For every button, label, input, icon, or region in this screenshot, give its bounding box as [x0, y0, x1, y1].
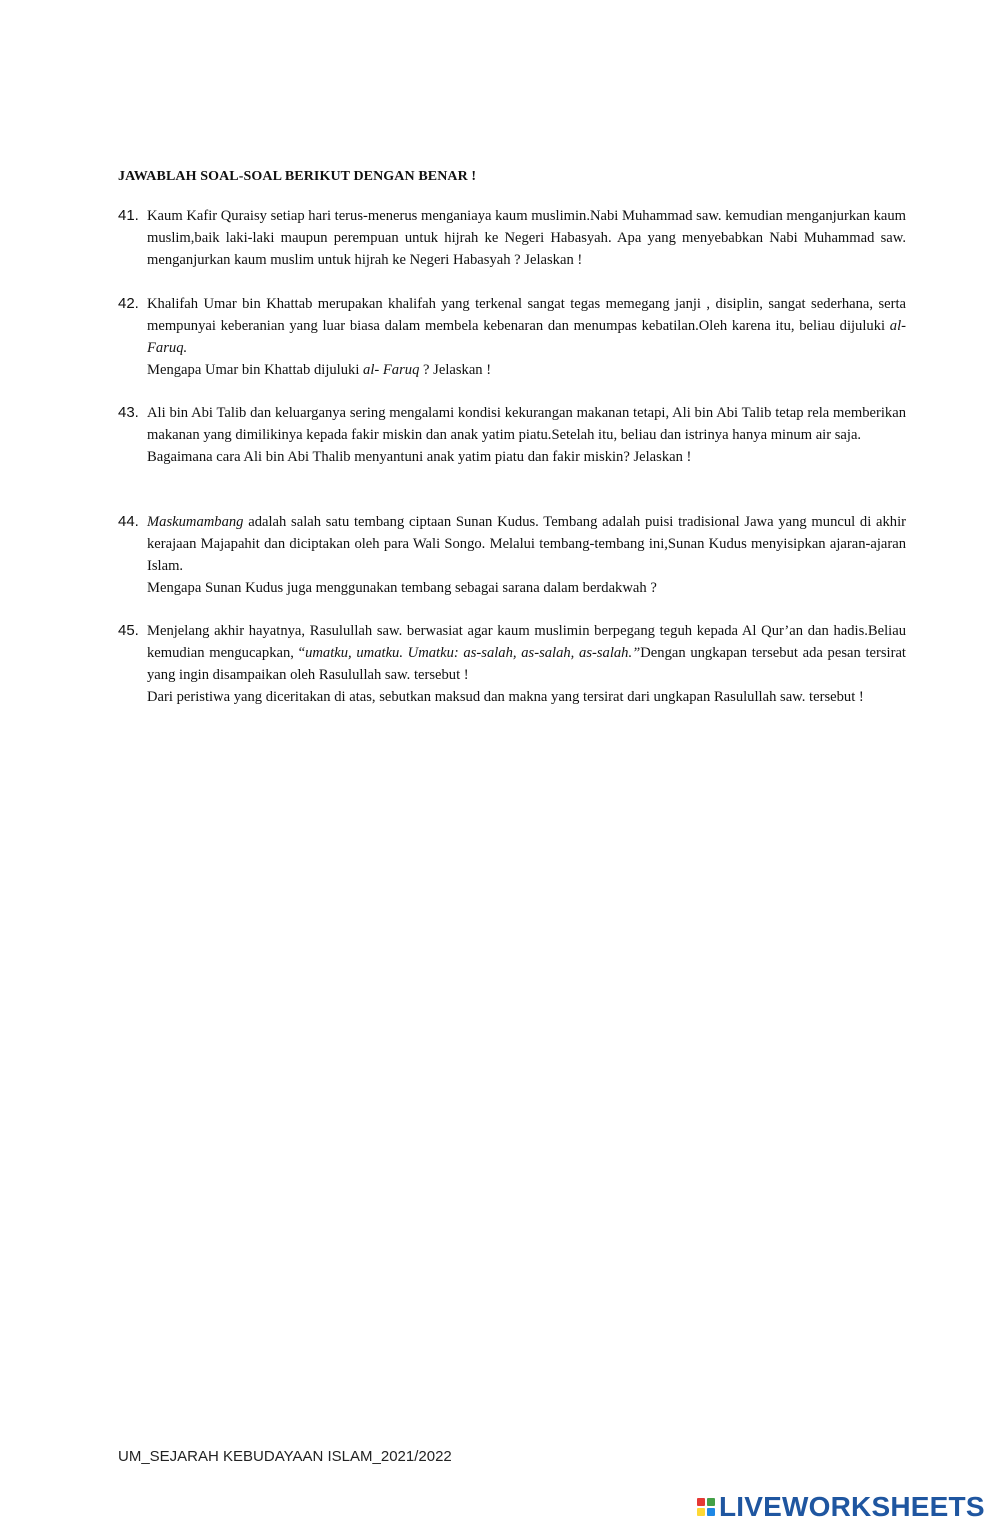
- logo-mark-icon: [697, 1498, 715, 1516]
- question-text: [147, 293, 906, 359]
- question-body: [147, 293, 906, 381]
- question-prompt: Bagaimana cara Ali bin Abi Thalib menyantuni anak yatim piatu dan fakir miskin? Jelaskan !: [147, 449, 692, 465]
- question-number: 44.: [118, 513, 139, 530]
- question-text: [147, 511, 906, 577]
- question-42: [118, 293, 906, 381]
- question-prompt: Mengapa Sunan Kudus juga menggunakan tembang sebagai sarana dalam berdakwah ?: [147, 580, 657, 596]
- logo-square-green: [707, 1498, 715, 1506]
- page-heading: JAWABLAH SOAL-SOAL BERIKUT DENGAN BENAR !: [118, 169, 477, 184]
- question-prompt-part: Mengapa Umar bin Khattab dijuluki: [147, 362, 364, 378]
- logo-square-yellow: [697, 1508, 705, 1516]
- question-number: 41.: [118, 207, 139, 224]
- question-body: [147, 511, 906, 599]
- question-text: Ali bin Abi Talib dan keluarganya sering mengalami kondisi kekurangan makanan tetapi, Ali bin Abi Talib tetap rela memberikan makanan yang dimilikinya kepada fakir miskin dan anak yatim piatu.Setelah itu, beliau dan istrinya hanya minum air saja.: [147, 405, 906, 443]
- question-number: 42.: [118, 295, 139, 312]
- question-number: 45.: [118, 622, 139, 639]
- italic-term: al- Faruq: [363, 362, 420, 378]
- question-prompt-end: ? Jelaskan !: [419, 362, 492, 378]
- italic-term: al-Faruq.: [147, 318, 906, 356]
- italic-term: Maskumambang: [147, 514, 244, 530]
- logo-square-red: [697, 1498, 705, 1506]
- question-body: [147, 620, 906, 708]
- question-text-part: adalah salah satu tembang ciptaan Sunan Kudus. Tembang adalah puisi tradisional Jawa yang muncul di akhir kerajaan Majapahit dan diciptakan oleh para Wali Songo. Melalui tembang-tembang ini,Sunan Kudus menyisipkan ajaran-ajaran Islam.: [147, 514, 906, 574]
- question-text-part: Khalifah Umar bin Khattab merupakan khalifah yang terkenal sangat tegas memegang janji , disiplin, sangat sederhana, serta mempunyai keberanian yang luar biasa dalam membela kebenaran dan menumpas kebatilan.Oleh karena itu, beliau dijuluki: [147, 296, 906, 334]
- question-45: [118, 620, 906, 708]
- question-number: 43.: [118, 404, 139, 421]
- question-text-end: Dengan ungkapan tersebut ada pesan tersirat yang ingin disampaikan oleh Rasulullah saw. tersebut !: [147, 645, 906, 683]
- question-prompt: Dari peristiwa yang diceritakan di atas, sebutkan maksud dan makna yang tersirat dari ungkapan Rasulullah saw. tersebut !: [147, 689, 864, 705]
- question-text: [147, 620, 906, 686]
- question-body: [147, 402, 906, 468]
- logo-square-blue: [707, 1508, 715, 1516]
- liveworksheets-logo: [697, 1492, 985, 1522]
- page-footer: UM_SEJARAH KEBUDAYAAN ISLAM_2021/2022: [118, 1448, 452, 1465]
- question-44: [118, 511, 906, 599]
- question-body: [147, 205, 906, 271]
- question-text-part: Menjelang akhir hayatnya, Rasulullah saw. berwasiat agar kaum muslimin berpegang teguh kepada Al Qur’an dan hadis.Beliau kemudian mengucapkan, “: [147, 623, 906, 661]
- question-prompt: [147, 359, 906, 381]
- question-text: Kaum Kafir Quraisy setiap hari terus-menerus menganiaya kaum muslimin.Nabi Muhammad saw. kemudian menganjurkan kaum muslim,baik laki-laki maupun perempuan untuk hijrah ke Negeri Habasyah. Apa yang menyebabkan Nabi Muhammad saw. menganjurkan kaum muslim untuk hijrah ke Negeri Habasyah ? Jelaskan !: [147, 208, 906, 268]
- italic-quote: umatku, umatku. Umatku: as-salah, as-salah, as-salah.”: [305, 645, 641, 661]
- question-41: [118, 205, 906, 271]
- logo-text: LIVEWORKSHEETS: [719, 1491, 985, 1522]
- question-43: [118, 402, 906, 468]
